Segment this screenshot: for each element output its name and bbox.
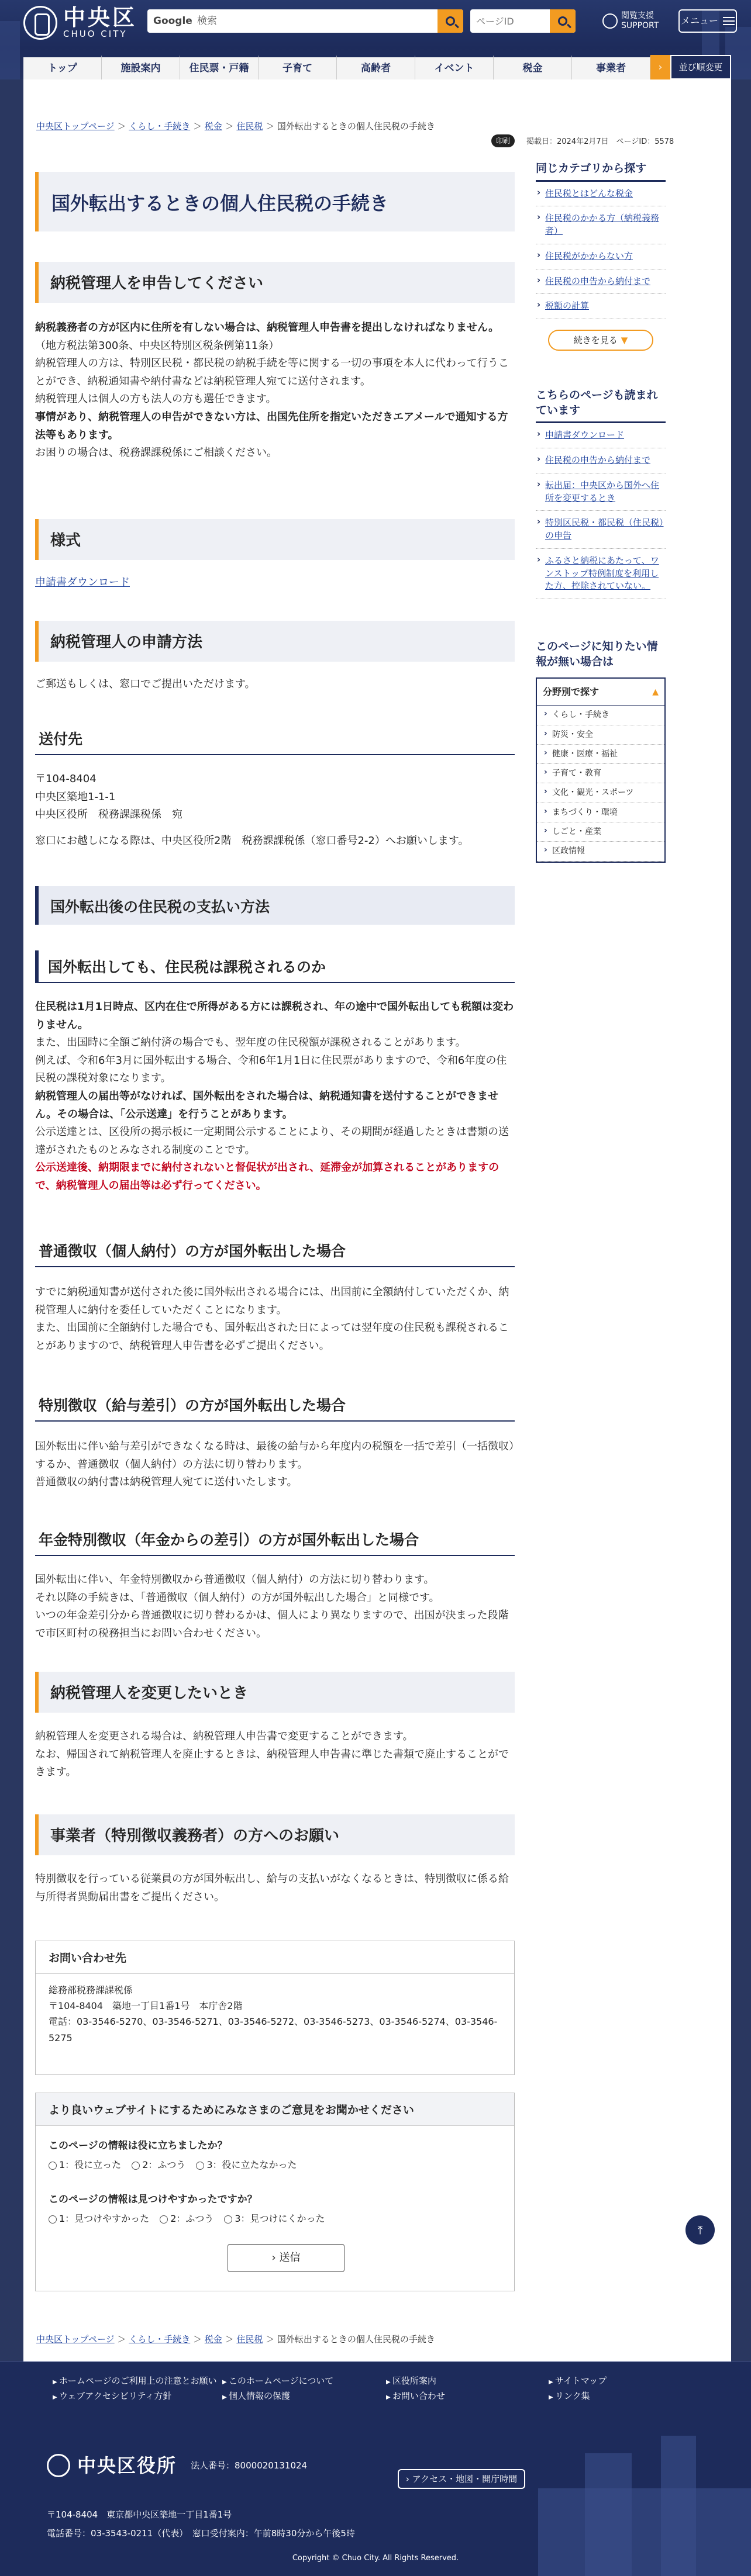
radio-icon[interactable] [49,2215,57,2224]
survey-form [35,2093,515,2291]
sidebar-title: 同じカテゴリから探す [536,161,666,182]
more-button[interactable] [548,330,653,351]
corporate-number: 法人番号：8000020131024 [191,2460,308,2471]
radio-not-useful[interactable] [196,2157,297,2173]
gnav-item-facilities[interactable]: 施設案内 [102,55,180,79]
para: 窓口にお越しになる際は、中央区役所2階 税務課課税係（窓口番号2-2）へお願いします。 [35,834,469,847]
inquiry-tel: 電話：03-3546-5270、03-3546-5271、03-3546-5272、03-3546-5273、03-3546-5274、03-3546-5275 [49,2016,498,2043]
chuo-emblem-icon [47,2454,70,2477]
access-button[interactable]: › アクセス・地図・開庁時間 [398,2469,525,2489]
sidebar-link[interactable]: 住民税のかかる方（納税義務者） [545,213,660,237]
section-body [35,1571,515,1643]
para: 納税管理人を変更される場合は、納税管理人申告書で変更することができます。 [35,1730,414,1742]
address-line: 〒104-8404 [35,773,97,785]
page-meta: 掲載日：2024年2月7日 ページID：5578 [526,137,674,146]
search-input[interactable]: 検索 [197,15,217,27]
footer-logo [47,2450,307,2481]
sidebar-link[interactable]: 住民税の申告から納付まで [545,455,651,466]
option-label: 3：役に立たなかった [206,2159,297,2170]
field-link[interactable]: くらし・手続き [552,710,609,720]
radio-useful[interactable] [49,2157,121,2173]
para: 納税管理人の届出等がなければ、国外転出をされた場合は、納税通知書を送付することができません。その場合は、「公示送達」を行うことがあります。 [35,1090,498,1121]
arrow-up-icon: ⤒ [697,2222,703,2237]
site-footer [0,2426,751,2576]
support-label: 閲覧支援 SUPPORT [621,11,659,30]
support-button[interactable] [602,9,673,33]
download-link[interactable]: 申請書ダウンロード [35,576,130,589]
footer-link[interactable]: ▶ 区役所案内 [386,2374,445,2389]
section-body [35,1728,515,1782]
para: 公示送達とは、区役所の掲示板に一定期間公示することにより、その期間が経過したときは書類の送達がされたものとみなされる制度のことです。 [35,1126,509,1156]
access-label: アクセス・地図・開庁時間 [412,2473,518,2484]
footer-tel: 電話番号：03-3543-0211（代表） 窓口受付案内：午前8時30分から午後5時 [47,2528,355,2539]
para: 普通徴収の納付書は納税管理人宛てに送付いたします。 [35,1476,298,1489]
footer-link[interactable]: ▶ ホームページのご利用上の注意とお願い [53,2374,217,2389]
para: 住民税は1月1日時点、区内在住で所得がある方には課税され、年の途中で国外転出しても税額は変わりません。 [35,1001,514,1031]
para: また、出国前に全額納付した場合でも、国外転出された日によっては翌年度の住民税も課税されることがありますので、納税管理人申告書を必ずご提出ください。 [35,1322,509,1352]
dropdown-title[interactable]: 分野別で探す ▲ [537,679,664,706]
inquiry-dept: 総務部税務課課税係 [49,1984,133,1996]
radio-icon[interactable] [132,2162,140,2170]
para: 国外転出に伴い給与差引ができなくなる時は、最後の給与から年度内の税額を一括で差引（一括徴収）するか、普通徴収（個人納付）の方法に切り替わります。 [35,1440,514,1471]
section-body [35,1870,515,1906]
option-label: 1：役に立った [59,2159,122,2170]
para: なお、帰国されて納税管理人を廃止するときは、納税管理人申告書に準じた書類で廃止することができます。 [35,1748,509,1779]
radio-icon[interactable] [160,2215,168,2224]
section-title: 年金特別徴収（年金からの差引）の方が国外転出した場合 [35,1523,515,1556]
section-body [35,998,515,1195]
footer-name: 中央区役所 [77,2454,177,2477]
gnav-item-elderly[interactable]: 高齢者 [337,55,415,79]
para: お困りの場合は、税務課課税係にご相談ください。 [35,447,277,459]
radio-easy[interactable] [49,2211,149,2226]
send-button[interactable]: › 送信 [228,2244,345,2272]
survey-title: より良いウェブサイトにするためにみなさまのご意見をお聞かせください [36,2093,514,2126]
inquiry-box [35,1941,515,2075]
section-body [35,770,515,850]
para: 納税義務者の方が区内に住所を有しない場合は、納税管理人申告書を提出しなければなりません。 [35,321,499,334]
breadcrumb-residence-tax[interactable]: 住民税 [236,121,263,132]
gnav-item-registry[interactable]: 住民票・戸籍 [180,55,259,79]
pageid-input[interactable]: ページID [476,16,514,27]
field-dropdown[interactable] [536,677,666,862]
section-title: 納税管理人を申告してください [35,262,515,303]
para: 納税管理人の方は、特別区民税・都民税の納税手続を等に関する一切の事項を本人に代わって行うことができ、納税通知書や納付書などは納税管理人宛てに送付されます。 [35,357,509,388]
gnav-item-childcare[interactable]: 子育て [259,55,337,79]
footer-link[interactable]: ▶ 個人情報の保護 [222,2389,333,2404]
section-body [35,1438,515,1492]
section-body [35,676,515,694]
radio-hard[interactable] [224,2211,325,2226]
radio-normal[interactable] [132,2157,185,2173]
accessibility-icon [602,13,618,29]
sidebar-title: このページに知りたい情報が無い場合は [536,640,658,668]
option-label: 1：見つけやすかった [59,2213,150,2224]
section-body [35,319,515,462]
search-icon [446,16,455,26]
survey-question-1: このページの情報は役に立ちましたか？ [49,2140,228,2152]
breadcrumb-living[interactable]: くらし・手続き [129,2334,191,2345]
sidebar-link[interactable]: 申請書ダウンロード [545,430,625,441]
send-label: 送信 [279,2252,301,2264]
logo-title: 中央区 [63,5,137,30]
reorder-button[interactable]: 並び順変更 [670,55,731,79]
sidebar-link[interactable]: 住民税がかからない方 [545,250,633,261]
field-link[interactable]: 子育て・教育 [552,769,601,779]
para: ご郵送もしくは、窓口でご提出いただけます。 [35,678,256,690]
section-title: 納税管理人の申請方法 [35,621,515,662]
section-title: 普通徴収（個人納付）の方が国外転出した場合 [35,1235,515,1267]
pageid-search[interactable] [470,9,576,33]
section-body [35,1284,515,1355]
sidebar-link[interactable]: 転出届：中央区から国外へ住所を変更するとき [545,479,660,503]
para: （地方税法第300条、中央区特別区税条例第11条） [35,339,280,352]
breadcrumb-current: 国外転出するときの個人住民税の手続き [277,2334,435,2345]
search-button[interactable] [437,9,463,33]
back-to-top-button[interactable] [685,2215,715,2245]
breadcrumb: 中央区トップページ ＞ くらし・手続き ＞ 税金 ＞ 住民税 ＞ 国外転出するときの個人住民税の手続き [36,121,435,132]
search-engine-label: Google [153,15,192,27]
radio-icon[interactable] [224,2215,232,2224]
para: いつの年金差引分から普通徴収に切り替わるかは、個人により異なりますので、出国が決まった段階で市区町村の税務担当にお問い合わせください。 [35,1609,509,1640]
site-header [0,0,751,79]
breadcrumb-tax[interactable]: 税金 [204,2334,222,2345]
field-link[interactable]: まちづくり・環境 [552,807,618,817]
inquiry-title: お問い合わせ先 [36,1941,514,1974]
section-title: 送付先 [35,722,515,755]
copyright: Copyright © Chuo City. All Rights Reserved. [292,2554,459,2563]
footer-link[interactable]: ▶ リンク集 [549,2389,607,2404]
more-label: 続きを見る [573,334,618,345]
gnav-item-top[interactable]: トップ [23,55,102,79]
chevron-down-icon: ▼ [621,334,628,345]
radio-normal-2[interactable] [160,2211,213,2226]
menu-label: メニュー [680,15,718,26]
survey-options-1 [49,2157,297,2173]
breadcrumb-home[interactable]: 中央区トップページ [36,2334,115,2345]
sidebar-title: こちらのページも読まれています [536,388,666,423]
site-search[interactable] [147,9,463,33]
section-title: 特別徴収（給与差引）の方が国外転出した場合 [35,1389,515,1422]
hamburger-icon [723,17,735,25]
field-link[interactable]: しごと・産業 [552,827,601,837]
section-title: 国外転出後の住民税の支払い方法 [35,886,515,925]
field-link[interactable]: 区政情報 [552,846,585,856]
sidebar-find [536,639,666,863]
para: 事情があり、納税管理人の申告ができない方は、出国先住所を指定いただきエアメールで通知する方法等もあります。 [35,410,508,441]
print-button[interactable]: 印刷 [491,134,515,147]
warning-para: 公示送達後、納期限までに納付されないと督促状が出され、延滞金が加算されることがありますので、納税管理人の届出等は必ず行ってください。 [35,1161,499,1192]
sidebar-link[interactable]: ふるさと納税にあたって、ワンストップ特例制度を利用した方、控除されていない。 [545,555,659,592]
inquiry-address: 〒104-8404 築地一丁目1番1号 本庁舎2階 [49,2000,243,2012]
menu-button[interactable] [678,9,737,33]
section-title: 様式 [35,519,515,560]
option-label: 2：ふつう [142,2159,186,2170]
field-link[interactable]: 文化・観光・スポーツ [552,788,634,798]
sidebar-also-read [536,388,666,599]
page-title: 国外転出するときの個人住民税の手続き [35,172,515,231]
footer-link[interactable]: ▶ ウェブアクセシビリティ方針 [53,2389,217,2404]
footer-link[interactable]: ▶ このホームページについて [222,2374,333,2389]
survey-question-2: このページの情報は見つけやすかったですか？ [49,2194,257,2205]
para: すでに納税通知書が送付された後に国外転出される場合には、出国前に全額納付していただくか、納税管理人に納付を委任していただくことになります。 [35,1286,509,1316]
para: それ以降の手続きは、「普通徴収（個人納付）の方が国外転出した場合」と同様です。 [35,1591,440,1604]
site-logo[interactable] [23,6,137,40]
address-line: 中央区築地1-1-1 [35,790,116,803]
para: 国外転出に伴い、年金特別徴収から普通徴収（個人納付）の方法に切り替わります。 [35,1574,435,1586]
section-title: 国外転出しても、住民税は課税されるのか [35,950,515,983]
footer-links [0,2361,751,2426]
radio-icon[interactable] [49,2162,57,2170]
radio-icon[interactable] [196,2162,204,2170]
para: また、出国時に全額ご納付済の場合でも、翌年度の住民税額が課税されることがあります。 [35,1036,466,1049]
pageid-search-button[interactable] [550,9,576,33]
breadcrumb-tax[interactable]: 税金 [204,121,222,132]
gnav-item-tax[interactable]: 税金 [494,55,572,79]
para: 特別徴収を行っている従業員の方が国外転出し、給与の支払いがなくなるときは、特別徴収に係る給与所得者異動届出書をご提出ください。 [35,1873,509,1903]
section-title: 事業者（特別徴収義務者）の方へのお願い [35,1814,515,1855]
sidebar-link[interactable]: 住民税の申告から納付まで [545,275,651,286]
option-label: 3：見つけにくかった [235,2213,325,2224]
section-title: 納税管理人を変更したいとき [35,1672,515,1713]
search-icon [558,16,567,26]
gnav-item-events[interactable]: イベント [415,55,494,79]
footer-address: 〒104-8404 東京都中央区築地一丁目1番1号 [47,2509,232,2520]
sidebar-link[interactable]: 住民税とはどんな税金 [545,188,633,199]
sidebar-link[interactable]: 税額の計算 [545,300,590,312]
gnav-next-arrow-icon[interactable]: › [650,55,670,79]
logo-subtitle: CHUO CITY [63,29,128,39]
sidebar-link[interactable]: 特別区民税・都民税（住民税）の申告 [545,517,664,541]
breadcrumb-residence-tax[interactable]: 住民税 [236,2334,263,2345]
address-line: 中央区役所 税務課課税係 宛 [35,808,182,821]
global-nav [23,55,731,79]
breadcrumb-home[interactable]: 中央区トップページ [36,121,115,132]
breadcrumb-current: 国外転出するときの個人住民税の手続き [277,121,435,132]
footer-link[interactable]: ▶ サイトマップ [549,2374,607,2389]
para: 納税管理人は個人の方も法人の方も選任できます。 [35,393,277,406]
chuo-emblem-icon [23,6,57,40]
para: 例えば、令和6年3月に国外転出する場合、令和6年1月1日に住民票がありますので、令和6年度の住民税の課税対象になります。 [35,1054,507,1085]
sidebar-same-category [536,161,666,351]
breadcrumb-bottom: 中央区トップページ ＞ くらし・手続き ＞ 税金 ＞ 住民税 ＞ 国外転出するときの個人住民税の手続き [36,2334,435,2345]
breadcrumb-living[interactable]: くらし・手続き [129,121,191,132]
field-link[interactable]: 健康・医療・福祉 [552,749,618,759]
section-body [35,574,515,592]
footer-link[interactable]: ▶ お問い合わせ [386,2389,445,2404]
gnav-item-business[interactable]: 事業者 [572,55,650,79]
survey-options-2 [49,2211,325,2226]
option-label: 2：ふつう [170,2213,214,2224]
field-link[interactable]: 防災・安全 [552,729,593,739]
